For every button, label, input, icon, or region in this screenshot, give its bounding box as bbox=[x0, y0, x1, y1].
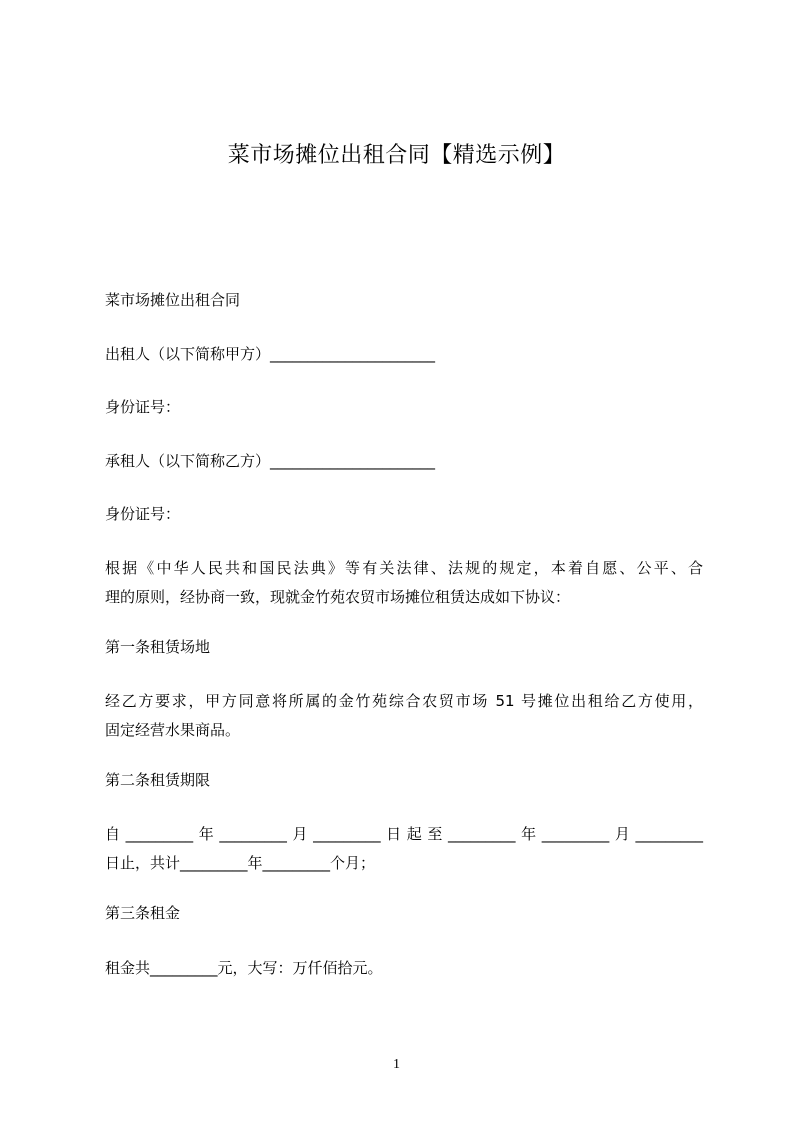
article-2-paragraph bbox=[105, 820, 703, 878]
lessee-line: 承租人（以下简称乙方）______________________ bbox=[105, 452, 436, 470]
article-2-line-1: 自_________年_________月_________日起至_________年_________月_________ bbox=[105, 825, 703, 843]
article-2-heading: 第二条租赁期限 bbox=[105, 771, 211, 789]
preamble-line-2: 理的原则，经协商一致，现就金竹苑农贸市场摊位租赁达成如下协议： bbox=[105, 588, 571, 606]
document-title: 菜市场摊位出租合同【精选示例】 bbox=[227, 143, 566, 168]
preamble-line-1: 根据《中华人民共和国民法典》等有关法律、法规的规定，本着自愿、公平、合 bbox=[105, 559, 703, 577]
preamble-paragraph bbox=[105, 554, 703, 612]
page-number: 1 bbox=[393, 1057, 400, 1072]
article-1-heading: 第一条租赁场地 bbox=[105, 638, 211, 656]
article-3-heading: 第三条租金 bbox=[105, 904, 181, 922]
article-2-line-2: 日止，共计_________年_________个月； bbox=[105, 854, 376, 872]
contract-heading: 菜市场摊位出租合同 bbox=[105, 291, 241, 309]
article-1-line-1: 经乙方要求，甲方同意将所属的金竹苑综合农贸市场 51 号摊位出租给乙方使用， bbox=[105, 692, 703, 710]
lessee-id-line: 身份证号： bbox=[105, 505, 181, 523]
rent-line: 租金共_________元，大写：万仟佰拾元。 bbox=[105, 959, 383, 977]
lessor-line: 出租人（以下简称甲方）______________________ bbox=[105, 345, 436, 363]
lessor-id-line: 身份证号： bbox=[105, 398, 181, 416]
article-1-paragraph bbox=[105, 687, 703, 745]
article-1-line-2: 固定经营水果商品。 bbox=[105, 721, 241, 739]
